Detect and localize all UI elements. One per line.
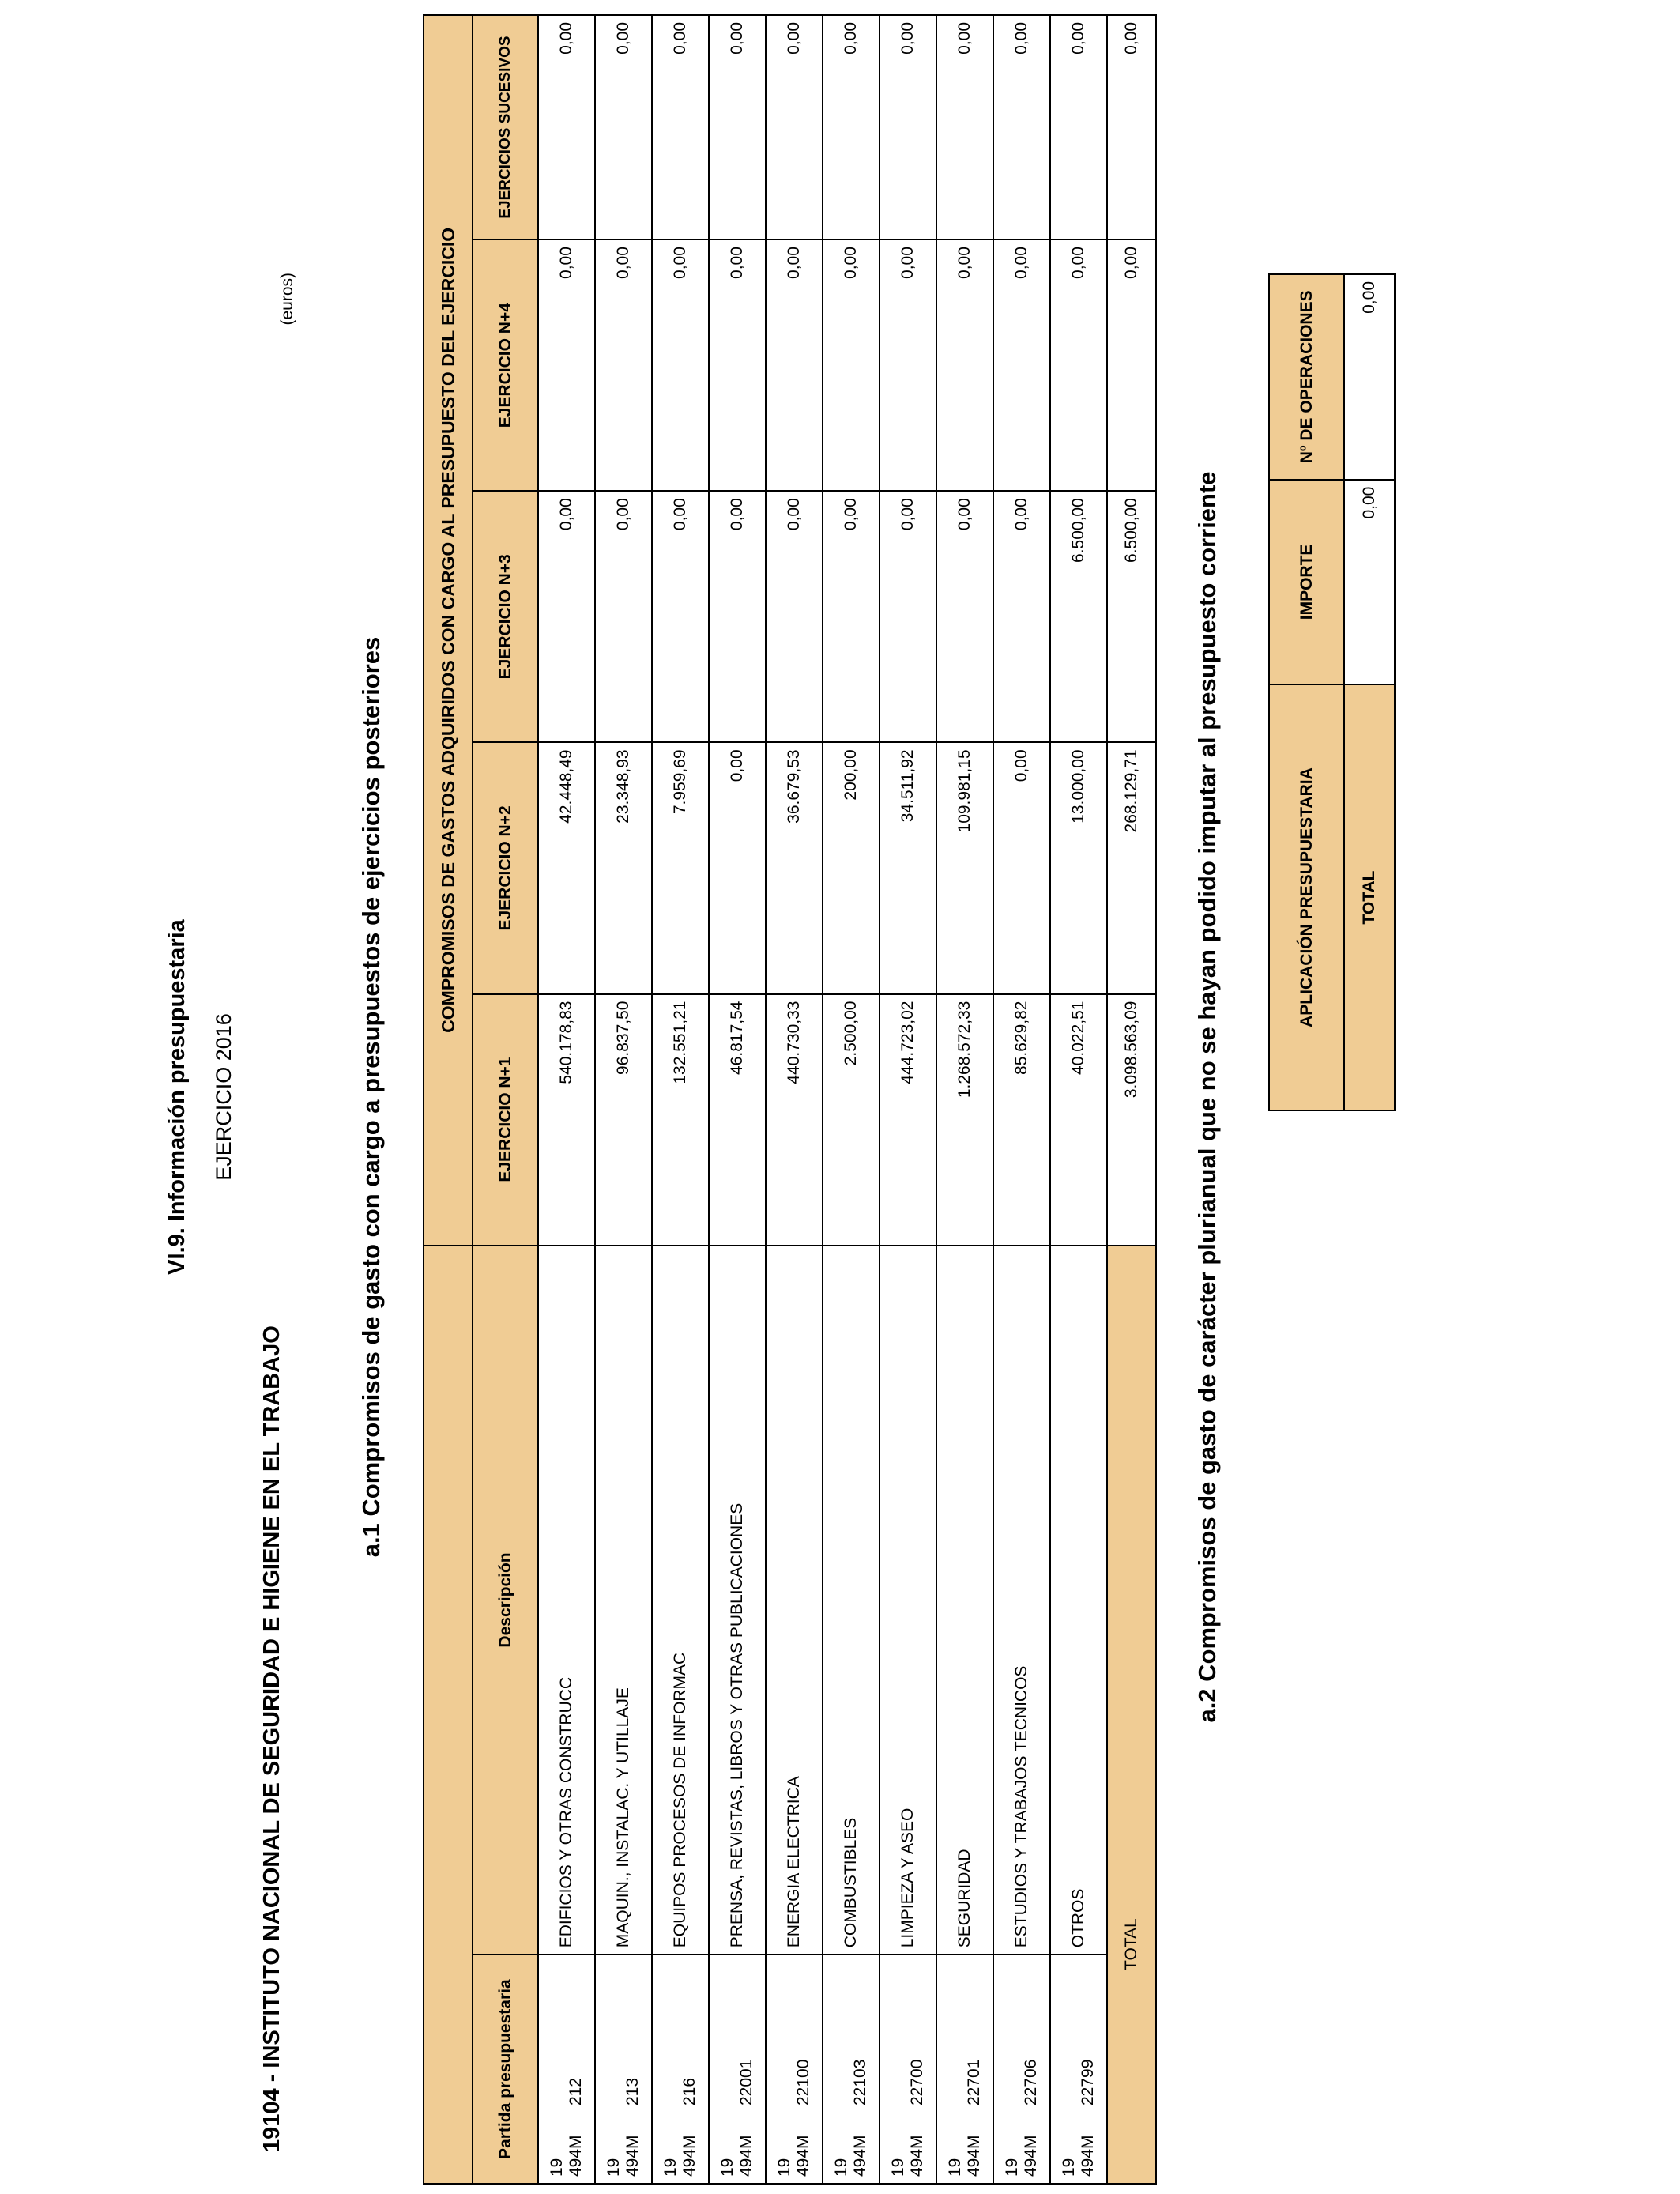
programa-code: 19 494M: [832, 2135, 869, 2177]
table-row: [538, 15, 595, 2184]
programa-code: 19 494M: [946, 2135, 983, 2177]
value-cell-n1: 132.551,21: [652, 994, 709, 1246]
description-cell: COMBUSTIBLES: [823, 1246, 880, 1955]
programa-code: 19 494M: [661, 2135, 699, 2177]
partida-cell: [652, 1955, 709, 2184]
subconcepto-code: 216: [680, 2077, 699, 2105]
subconcepto-code: 22100: [794, 2059, 812, 2105]
value-cell-suc: 0,00: [595, 15, 652, 239]
programa-code: 19 494M: [1060, 2135, 1097, 2177]
subconcepto-code: 22701: [965, 2059, 983, 2105]
value-cell-n1: 2.500,00: [823, 994, 880, 1246]
value-cell-n2: 0,00: [993, 742, 1050, 993]
value-cell-n4: 0,00: [538, 239, 595, 491]
subconcepto-code: 22700: [908, 2059, 926, 2105]
commitments-table: [423, 14, 1157, 2185]
value-cell-n1: 444.723,02: [880, 994, 936, 1246]
partida-cell: [1050, 1955, 1107, 2184]
description-cell: ENERGIA ELECTRICA: [766, 1246, 823, 1955]
subconcepto-code: 212: [567, 2077, 585, 2105]
value-cell-n1: 1.268.572,33: [936, 994, 993, 1246]
value-cell-n3: 0,00: [538, 491, 595, 742]
value-cell-n2: 7.959,69: [652, 742, 709, 993]
description-cell: EDIFICIOS Y OTRAS CONSTRUCC: [538, 1246, 595, 1955]
value-cell-n3: 0,00: [652, 491, 709, 742]
description-cell: OTROS: [1050, 1246, 1107, 1955]
programa-code: 19 494M: [718, 2135, 755, 2177]
value-cell-n2: 109.981,15: [936, 742, 993, 993]
a2-total-importe: 0,00: [1344, 480, 1395, 684]
partida-cell: [538, 1955, 595, 2184]
total-n4: 0,00: [1107, 239, 1156, 491]
partida-cell: [823, 1955, 880, 2184]
fiscal-year: EJERCICIO 2016: [212, 1013, 235, 1181]
section-a2-title: a.2 Compromisos de gasto de carácter plurianual que no se hayan podido imputar al presupuesto corriente: [1193, 471, 1221, 1723]
institution-name: 19104 - INSTITUTO NACIONAL DE SEGURIDAD E HIGIENE EN EL TRABAJO: [259, 1325, 284, 2152]
value-cell-n4: 0,00: [709, 239, 766, 491]
partida-cell: [880, 1955, 936, 2184]
value-cell-suc: 0,00: [993, 15, 1050, 239]
value-cell-n3: 6.500,00: [1050, 491, 1107, 742]
total-n1: 3.098.563,09: [1107, 994, 1156, 1246]
table-row: [880, 15, 936, 2184]
subconcepto-code: 22706: [1022, 2059, 1040, 2105]
value-cell-n4: 0,00: [595, 239, 652, 491]
description-cell: ESTUDIOS Y TRABAJOS TECNICOS: [993, 1246, 1050, 1955]
col-n4: EJERCICIO N+4: [473, 239, 538, 491]
table-row: [993, 15, 1050, 2184]
value-cell-suc: 0,00: [709, 15, 766, 239]
total-suc: 0,00: [1107, 15, 1156, 239]
col-aplicacion: APLICACIÓN PRESUPUESTARIA: [1269, 684, 1344, 1110]
value-cell-suc: 0,00: [766, 15, 823, 239]
col-descripcion: Descripción: [473, 1246, 538, 1955]
value-cell-n2: 200,00: [823, 742, 880, 993]
description-cell: MAQUIN., INSTALAC. Y UTILLAJE: [595, 1246, 652, 1955]
subconcepto-code: 213: [623, 2077, 642, 2105]
value-cell-n2: 42.448,49: [538, 742, 595, 993]
value-cell-n3: 0,00: [936, 491, 993, 742]
value-cell-n4: 0,00: [823, 239, 880, 491]
a2-total-operaciones: 0,00: [1344, 274, 1395, 480]
value-cell-n2: 0,00: [709, 742, 766, 993]
table-row: [766, 15, 823, 2184]
value-cell-n1: 440.730,33: [766, 994, 823, 1246]
value-cell-n3: 0,00: [993, 491, 1050, 742]
value-cell-n2: 13.000,00: [1050, 742, 1107, 993]
value-cell-suc: 0,00: [652, 15, 709, 239]
value-cell-n4: 0,00: [766, 239, 823, 491]
value-cell-n3: 0,00: [595, 491, 652, 742]
col-n1: EJERCICIO N+1: [473, 994, 538, 1246]
col-operaciones: Nº DE OPERACIONES: [1269, 274, 1344, 480]
value-cell-n4: 0,00: [936, 239, 993, 491]
value-cell-n4: 0,00: [993, 239, 1050, 491]
value-cell-suc: 0,00: [936, 15, 993, 239]
value-cell-n1: 540.178,83: [538, 994, 595, 1246]
value-cell-n3: 0,00: [766, 491, 823, 742]
page-title: VI.9. Información presupuestaria: [164, 919, 190, 1275]
col-importe: IMPORTE: [1269, 480, 1344, 684]
description-cell: EQUIPOS PROCESOS DE INFORMAC: [652, 1246, 709, 1955]
programa-code: 19 494M: [605, 2135, 642, 2177]
value-cell-n2: 36.679,53: [766, 742, 823, 993]
partida-cell: [595, 1955, 652, 2184]
value-cell-n1: 46.817,54: [709, 994, 766, 1246]
value-cell-suc: 0,00: [823, 15, 880, 239]
value-cell-n4: 0,00: [652, 239, 709, 491]
partida-cell: [766, 1955, 823, 2184]
a2-total-label: TOTAL: [1344, 684, 1395, 1110]
total-label: TOTAL: [1107, 1246, 1156, 2184]
total-n2: 268.129,71: [1107, 742, 1156, 993]
description-cell: SEGURIDAD: [936, 1246, 993, 1955]
table-row: [709, 15, 766, 2184]
subconcepto-code: 22103: [851, 2059, 869, 2105]
value-cell-n3: 0,00: [880, 491, 936, 742]
partida-cell: [936, 1955, 993, 2184]
table-row: [652, 15, 709, 2184]
programa-code: 19 494M: [775, 2135, 812, 2177]
partida-cell: [709, 1955, 766, 2184]
value-cell-n4: 0,00: [880, 239, 936, 491]
group-header: COMPROMISOS DE GASTOS ADQUIRIDOS CON CARGO AL PRESUPUESTO DEL EJERCICIO: [424, 15, 473, 1246]
programa-code: 19 494M: [889, 2135, 926, 2177]
value-cell-n1: 40.022,51: [1050, 994, 1107, 1246]
header-blank: [424, 1246, 473, 2184]
programa-code: 19 494M: [548, 2135, 585, 2177]
col-sucesivos: EJERCICIOS SUCESIVOS: [473, 15, 538, 239]
value-cell-n1: 85.629,82: [993, 994, 1050, 1246]
total-n3: 6.500,00: [1107, 491, 1156, 742]
value-cell-n2: 23.348,93: [595, 742, 652, 993]
value-cell-n3: 0,00: [709, 491, 766, 742]
value-cell-suc: 0,00: [538, 15, 595, 239]
col-partida: Partida presupuestaria: [473, 1955, 538, 2184]
table-row: [595, 15, 652, 2184]
value-cell-n1: 96.837,50: [595, 994, 652, 1246]
currency-unit: (euros): [278, 273, 296, 326]
table-row: [823, 15, 880, 2184]
subconcepto-code: 22001: [737, 2059, 755, 2105]
table-row: [1050, 15, 1107, 2184]
section-a1-title: a.1 Compromisos de gasto con cargo a presupuestos de ejercicios posteriores: [357, 636, 385, 1558]
description-cell: LIMPIEZA Y ASEO: [880, 1246, 936, 1955]
description-cell: PRENSA, REVISTAS, LIBROS Y OTRAS PUBLICACIONES: [709, 1246, 766, 1955]
value-cell-suc: 0,00: [880, 15, 936, 239]
partida-cell: [993, 1955, 1050, 2184]
col-n2: EJERCICIO N+2: [473, 742, 538, 993]
value-cell-n2: 34.511,92: [880, 742, 936, 993]
value-cell-n4: 0,00: [1050, 239, 1107, 491]
value-cell-suc: 0,00: [1050, 15, 1107, 239]
total-row: [1107, 15, 1156, 2184]
subconcepto-code: 22799: [1079, 2059, 1097, 2105]
table-row: [936, 15, 993, 2184]
col-n3: EJERCICIO N+3: [473, 491, 538, 742]
plurianual-table: [1268, 273, 1396, 1111]
programa-code: 19 494M: [1003, 2135, 1040, 2177]
value-cell-n3: 0,00: [823, 491, 880, 742]
